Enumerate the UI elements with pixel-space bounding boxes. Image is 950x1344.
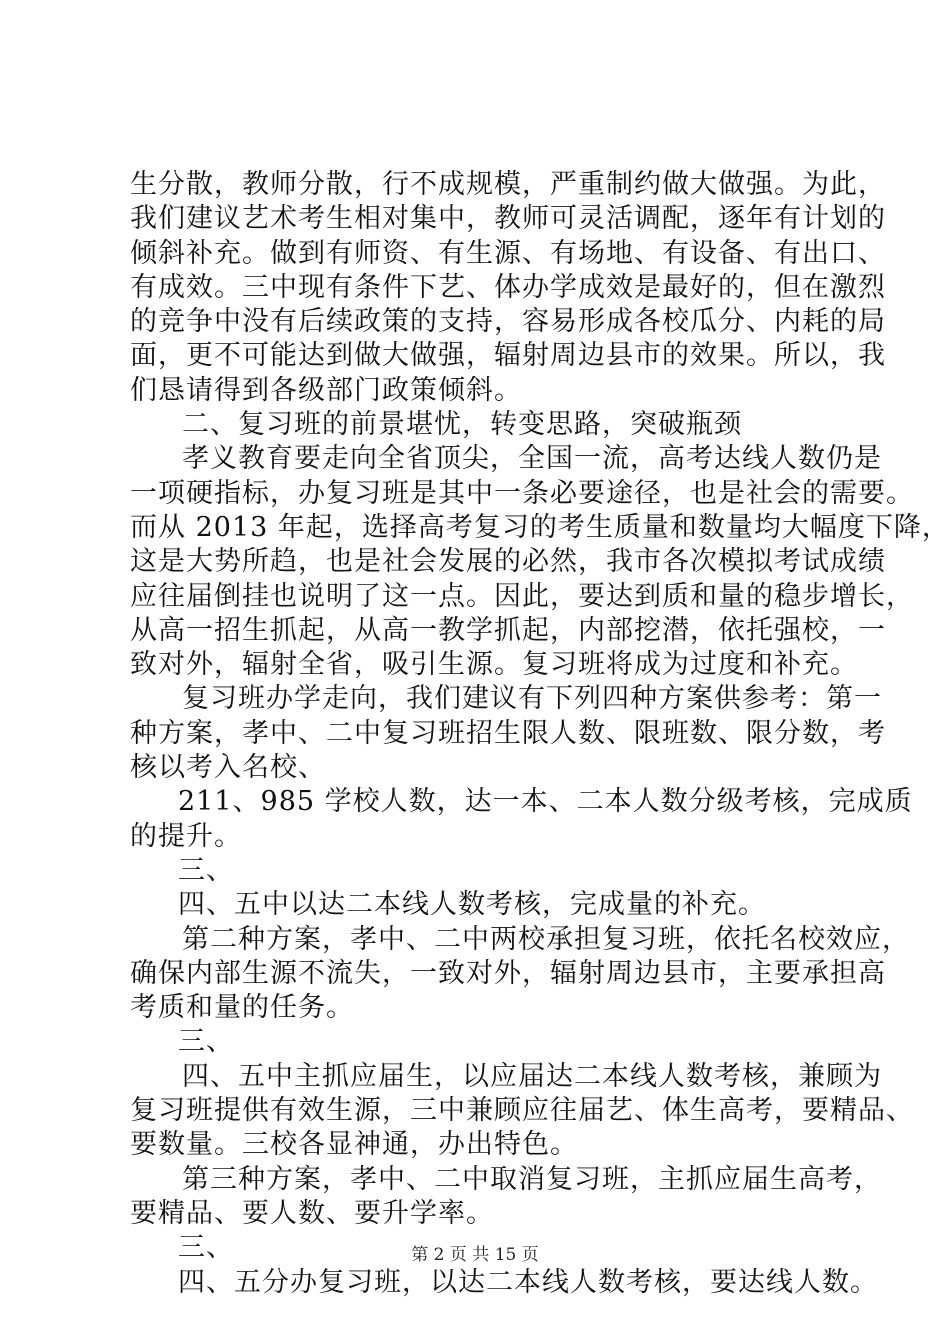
document-body (130, 168, 950, 1300)
text-line: 要数量。三校各显神通，办出特色。 (130, 1129, 578, 1161)
text-line: 我们建议艺术考生相对集中，教师可灵活调配，逐年有计划的 (130, 203, 886, 235)
text-line: 第三种方案，孝中、二中取消复习班，主抓应届生高考， (182, 1163, 882, 1195)
text-line: 倾斜补充。做到有师资、有生源、有场地、有设备、有出口、 (130, 237, 886, 269)
text-line: 而从 2013 年起，选择高考复习的考生质量和数量均大幅度下降， (130, 511, 950, 543)
text-line: 种方案，孝中、二中复习班招生限人数、限班数、限分数，考 (130, 717, 886, 749)
text-line: 有成效。三中现有条件下艺、体办学成效是最好的，但在激烈 (130, 271, 886, 303)
text-line: 四、五中以达二本线人数考核，完成量的补充。 (178, 889, 766, 921)
text-line: 的竞争中没有后续政策的支持，容易形成各校瓜分、内耗的局 (130, 306, 886, 338)
text-line: 孝义教育要走向全省顶尖，全国一流，高考达线人数仍是 (182, 443, 882, 475)
text-line: 面，更不可能达到做大做强，辐射周边县市的效果。所以，我 (130, 340, 886, 372)
text-line: 第二种方案，孝中、二中两校承担复习班，依托名校效应， (182, 923, 910, 955)
text-line: 四、五分办复习班，以达二本线人数考核，要达线人数。 (178, 1266, 878, 1298)
text-line: 从高一招生抓起，从高一教学抓起，内部挖潜，依托强校，一 (130, 614, 886, 646)
text-line: 一项硬指标，办复习班是其中一条必要途径，也是社会的需要。 (130, 477, 914, 509)
text-line: 考质和量的任务。 (130, 992, 354, 1024)
text-line: 复习班办学走向，我们建议有下列四种方案供参考：第一 (182, 683, 882, 715)
text-line: 要精品、要人数、要升学率。 (130, 1197, 494, 1229)
page-number: 第 2 页 共 15 页 (411, 1245, 539, 1265)
text-line: 这是大势所趋，也是社会发展的必然，我市各次模拟考试成绩 (130, 546, 886, 578)
text-line: 211、985 学校人数，达一本、二本人数分级考核，完成质 (178, 786, 913, 818)
page-footer (0, 1244, 950, 1266)
text-line: 应往届倒挂也说明了这一点。因此，要达到质和量的稳步增长， (130, 580, 914, 612)
section-heading: 二、复习班的前景堪忧，转变思路，突破瓶颈 (182, 409, 742, 441)
text-line: 三、 (178, 854, 234, 886)
text-line: 复习班提供有效生源，三中兼顾应往届艺、体生高考，要精品、 (130, 1095, 914, 1127)
text-line: 致对外，辐射全省，吸引生源。复习班将成为过度和补充。 (130, 649, 858, 681)
text-line: 的提升。 (130, 820, 242, 852)
text-line: 生分散，教师分散，行不成规模，严重制约做大做强。为此， (130, 169, 886, 200)
text-line: 三、 (178, 1232, 234, 1264)
text-line: 三、 (178, 1026, 234, 1058)
text-line: 确保内部生源不流失，一致对外，辐射周边县市，主要承担高 (130, 957, 886, 989)
text-line: 四、五中主抓应届生，以应届达二本线人数考核，兼顾为 (182, 1060, 882, 1092)
text-line: 核以考入名校、 (130, 752, 326, 784)
text-line: 们恳请得到各级部门政策倾斜。 (130, 374, 522, 406)
